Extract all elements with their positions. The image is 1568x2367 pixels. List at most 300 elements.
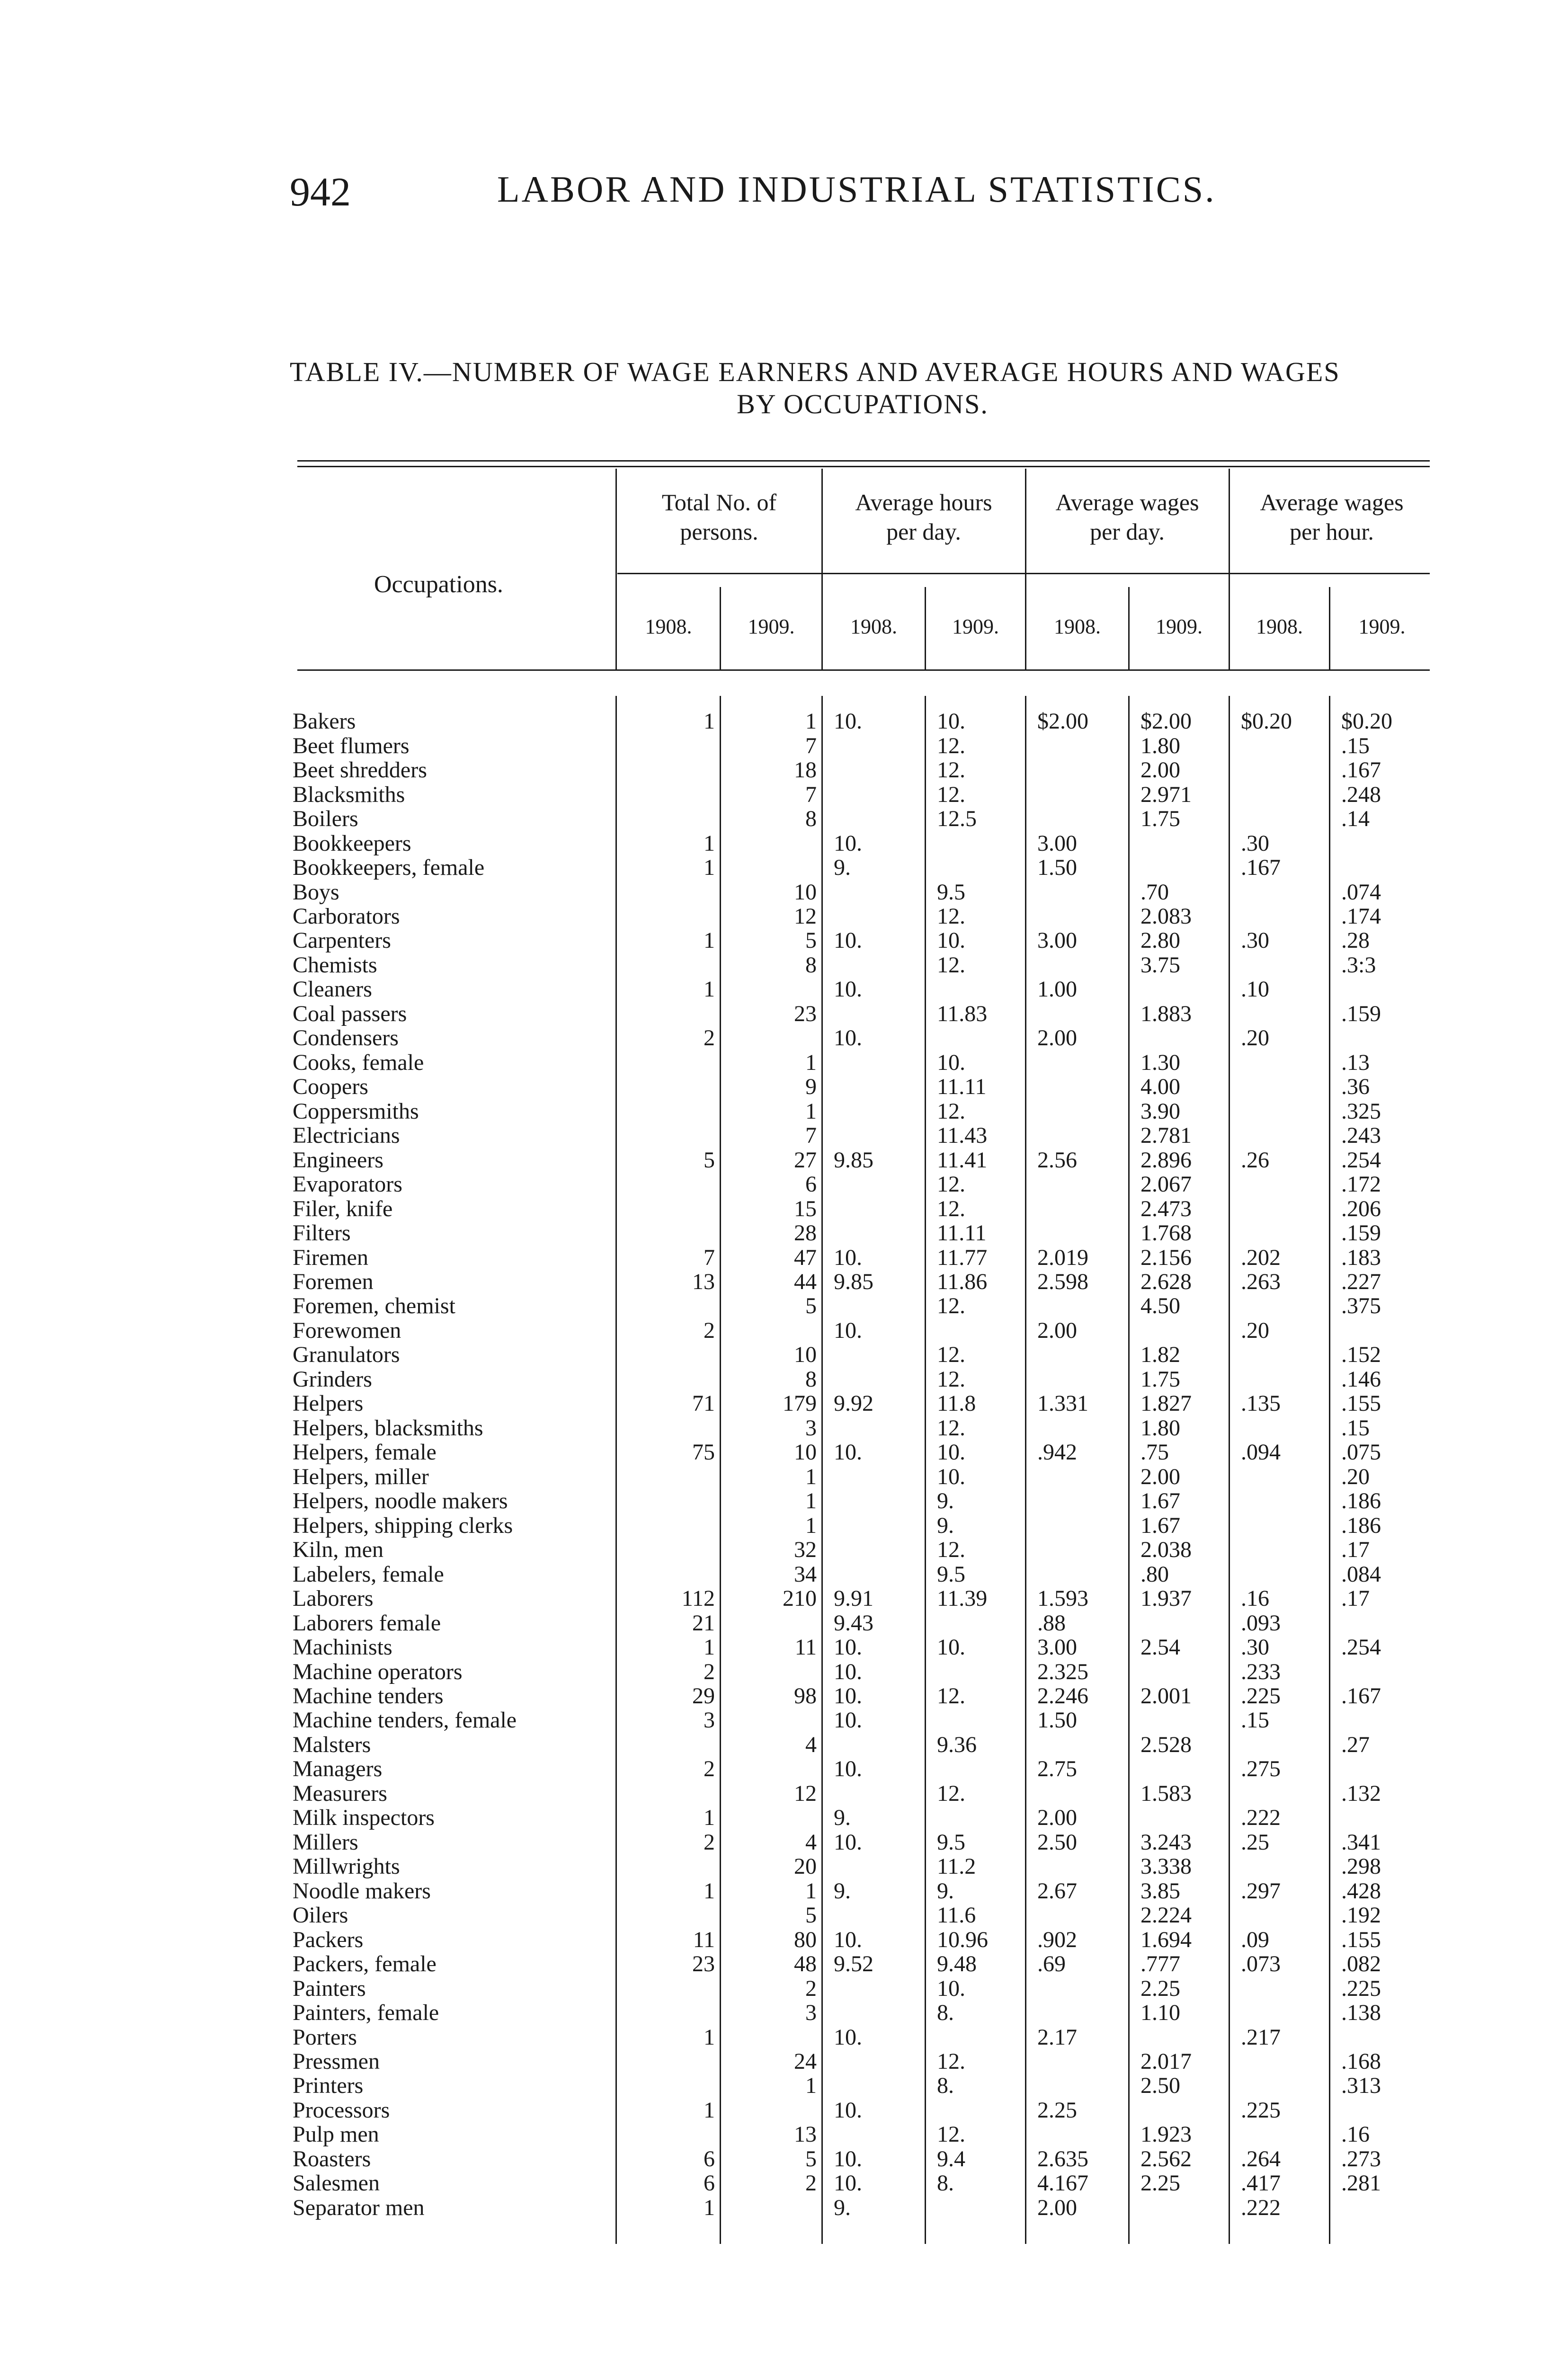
value-cell: 10.	[834, 928, 862, 953]
value-cell: 10	[794, 880, 817, 904]
table-row	[291, 733, 1440, 757]
value-cell: 8.	[937, 2073, 954, 2098]
value-cell: .69	[1037, 1951, 1066, 1976]
value-cell: .30	[1241, 928, 1269, 953]
group-header-line: per hour.	[1290, 518, 1374, 545]
value-cell	[1027, 807, 1130, 831]
value-cell: 1.75	[1140, 1367, 1180, 1392]
value-cell	[617, 880, 722, 904]
value-cell: 2.562	[1140, 2146, 1192, 2171]
value-cell	[1130, 2025, 1230, 2049]
value-cell: .186	[1341, 1489, 1381, 1513]
value-cell: 2.628	[1140, 1269, 1192, 1294]
value-cell: .254	[1341, 1148, 1381, 1172]
occupation-cell: Foremen	[293, 1269, 374, 1294]
value-cell: 47	[794, 1245, 817, 1270]
value-cell: .167	[1341, 1683, 1381, 1709]
value-cell	[823, 1854, 927, 1878]
group-header-line: Average wages	[1260, 489, 1404, 516]
value-cell: 12	[794, 904, 817, 929]
group-divider-rule	[617, 573, 1430, 574]
table-title-line-1: TABLE IV.—NUMBER OF WAGE EARNERS AND AVERAGE HOURS AND WAGES	[290, 356, 1340, 387]
wage-table-body	[291, 709, 1440, 2220]
value-cell: 10.	[834, 1440, 862, 1465]
value-cell: 9.48	[937, 1951, 977, 1976]
value-cell: .10	[1241, 977, 1269, 1002]
value-cell: 2.528	[1140, 1732, 1192, 1757]
value-cell: 7	[805, 782, 817, 807]
value-cell	[823, 1294, 927, 1318]
value-cell: 10.	[834, 1757, 862, 1781]
value-cell	[722, 855, 823, 880]
value-cell: .777	[1140, 1951, 1180, 1976]
value-cell	[1331, 1611, 1440, 1635]
value-cell	[617, 1172, 722, 1196]
value-cell: 1.827	[1140, 1391, 1192, 1416]
value-cell: 29	[692, 1683, 715, 1709]
table-row	[291, 1099, 1440, 1123]
value-cell	[1230, 1538, 1331, 1562]
value-cell: 10.	[834, 1635, 862, 1660]
value-cell	[1027, 1538, 1130, 1562]
value-cell	[1230, 1733, 1331, 1757]
value-cell	[1230, 1781, 1331, 1806]
value-cell: .159	[1341, 1001, 1381, 1026]
value-cell: 1	[704, 2195, 715, 2220]
value-cell: .297	[1241, 1878, 1281, 1903]
value-cell: 2.001	[1140, 1683, 1192, 1709]
value-cell: 11.77	[937, 1245, 988, 1270]
value-cell: .902	[1037, 1927, 1077, 1952]
value-cell: 1	[704, 709, 715, 734]
value-cell: 3	[805, 2000, 817, 2025]
value-cell	[1130, 2196, 1230, 2220]
value-cell: .172	[1341, 1172, 1381, 1197]
occupation-cell: Millwrights	[293, 1854, 400, 1879]
value-cell	[1027, 1002, 1130, 1026]
value-cell: .14	[1341, 806, 1370, 831]
value-cell: .138	[1341, 2000, 1381, 2025]
value-cell	[1230, 1465, 1331, 1489]
value-cell: 9.	[937, 1878, 954, 1903]
value-cell: $0.20	[1241, 709, 1292, 734]
occupations-header: Occupations.	[374, 571, 503, 598]
value-cell	[1230, 953, 1331, 977]
value-cell: 13	[692, 1269, 715, 1294]
value-cell: .135	[1241, 1391, 1281, 1416]
value-cell	[1027, 1513, 1130, 1537]
value-cell: 10.	[937, 1976, 965, 2001]
value-cell: 2.038	[1140, 1537, 1192, 1562]
value-cell	[927, 2196, 1027, 2220]
occupation-cell: Carborators	[293, 904, 400, 929]
value-cell: 48	[794, 1951, 817, 1976]
value-cell	[722, 2196, 823, 2220]
value-cell: 2.971	[1140, 782, 1192, 807]
table-row	[291, 2025, 1440, 2049]
group-header-line: persons.	[680, 518, 758, 545]
value-cell: .206	[1341, 1196, 1381, 1221]
value-cell: 1	[805, 1464, 817, 1489]
table-row	[291, 1391, 1440, 1415]
value-cell	[823, 2049, 927, 2073]
value-cell: .183	[1341, 1245, 1381, 1270]
table-row	[291, 1123, 1440, 1148]
value-cell	[1331, 831, 1440, 855]
value-cell	[927, 855, 1027, 880]
value-cell: 9.91	[834, 1586, 873, 1611]
value-cell: 10.	[834, 1927, 862, 1952]
value-cell: .942	[1037, 1440, 1077, 1465]
running-head: LABOR AND INDUSTRIAL STATISTICS.	[497, 169, 1216, 210]
value-cell: 3.00	[1037, 1635, 1077, 1660]
value-cell: 15	[794, 1196, 817, 1221]
value-cell	[1331, 2025, 1440, 2049]
value-cell: 4	[805, 1732, 817, 1757]
occupation-cell: Helpers, miller	[293, 1464, 429, 1489]
value-cell: 7	[805, 733, 817, 758]
value-cell: .275	[1241, 1757, 1281, 1781]
value-cell: 2.017	[1140, 2049, 1192, 2074]
table-row	[291, 2001, 1440, 2025]
value-cell	[617, 1733, 722, 1757]
value-cell: 6	[805, 1172, 817, 1197]
table-row	[291, 1659, 1440, 1683]
group-header-wages-day	[1026, 488, 1228, 546]
table-row	[291, 1757, 1440, 1781]
value-cell: 1.883	[1140, 1001, 1192, 1026]
value-cell	[1130, 1708, 1230, 1732]
value-cell: 11.8	[937, 1391, 976, 1416]
value-cell: 20	[794, 1854, 817, 1879]
value-cell: 12.	[937, 2122, 965, 2147]
value-cell	[1027, 1099, 1130, 1123]
occupation-cell: Printers	[293, 2073, 364, 2098]
value-cell: .233	[1241, 1659, 1281, 1684]
value-cell: 18	[794, 757, 817, 783]
occupation-cell: Pressmen	[293, 2049, 380, 2074]
value-cell: 11.86	[937, 1269, 988, 1294]
value-cell: 10.	[937, 1464, 965, 1489]
value-cell: 2.00	[1140, 1464, 1180, 1489]
value-cell: 8	[805, 806, 817, 831]
value-cell: .16	[1341, 2122, 1370, 2147]
value-cell: 4.00	[1140, 1075, 1180, 1099]
table-row	[291, 758, 1440, 782]
value-cell: 1	[704, 2025, 715, 2049]
value-cell	[1230, 1562, 1331, 1586]
value-cell	[617, 1489, 722, 1513]
value-cell	[617, 1903, 722, 1927]
value-cell: 11.43	[937, 1123, 988, 1148]
occupation-cell: Machine tenders	[293, 1683, 444, 1709]
occupation-cell: Evaporators	[293, 1172, 402, 1197]
value-cell: 1.50	[1037, 1708, 1077, 1733]
group-header-line: Average hours	[855, 489, 992, 516]
value-cell: .25	[1241, 1830, 1269, 1855]
value-cell: 1.694	[1140, 1927, 1192, 1952]
value-cell: 1	[704, 855, 715, 880]
value-cell	[722, 1611, 823, 1635]
value-cell	[617, 1221, 722, 1245]
table-row	[291, 1026, 1440, 1050]
value-cell: .132	[1341, 1781, 1381, 1806]
value-cell	[617, 1343, 722, 1367]
value-cell	[823, 1075, 927, 1099]
value-cell: .30	[1241, 1635, 1269, 1660]
value-cell: 2.156	[1140, 1245, 1192, 1270]
value-cell	[823, 1099, 927, 1123]
occupation-cell: Bookkeepers, female	[293, 855, 485, 880]
value-cell: 12.	[937, 733, 965, 758]
year-header: 1908.	[1054, 615, 1101, 638]
value-cell: 10	[794, 1440, 817, 1465]
value-cell	[617, 1367, 722, 1391]
table-row	[291, 709, 1440, 733]
value-cell: 75	[692, 1440, 715, 1465]
value-cell: .298	[1341, 1854, 1381, 1879]
value-cell	[823, 1196, 927, 1220]
value-cell	[617, 1513, 722, 1537]
value-cell: 21	[692, 1611, 715, 1635]
value-cell: .152	[1341, 1343, 1381, 1367]
table-row	[291, 1172, 1440, 1196]
value-cell	[823, 733, 927, 757]
value-cell: 2.896	[1140, 1148, 1192, 1172]
value-cell: 5	[805, 928, 817, 953]
table-row	[291, 1343, 1440, 1367]
value-cell: .16	[1241, 1586, 1269, 1611]
year-header: 1908.	[1256, 615, 1303, 638]
value-cell: 2	[704, 1318, 715, 1343]
value-cell	[722, 1318, 823, 1343]
value-cell: 3.338	[1140, 1854, 1192, 1879]
value-cell	[617, 1002, 722, 1026]
value-cell	[823, 1465, 927, 1489]
value-cell: .168	[1341, 2049, 1381, 2074]
value-cell	[1027, 1172, 1130, 1196]
value-cell: 9.4	[937, 2146, 965, 2171]
value-cell: .13	[1341, 1050, 1370, 1075]
value-cell	[1230, 1172, 1331, 1196]
occupation-cell: Labelers, female	[293, 1562, 444, 1586]
value-cell: 2.083	[1140, 904, 1192, 929]
value-cell: 12.	[937, 1099, 965, 1123]
value-cell: .222	[1241, 2195, 1281, 2220]
value-cell	[1130, 1757, 1230, 1781]
value-cell	[1230, 782, 1331, 806]
value-cell: .20	[1241, 1318, 1269, 1343]
occupation-cell: Blacksmiths	[293, 782, 405, 807]
group-header-wages-hour	[1230, 488, 1434, 546]
value-cell: .17	[1341, 1586, 1370, 1611]
value-cell	[1230, 1513, 1331, 1537]
value-cell	[1230, 1416, 1331, 1440]
value-cell	[1027, 1489, 1130, 1513]
table-row	[291, 904, 1440, 928]
table-title	[290, 356, 1435, 420]
value-cell: 11.39	[937, 1586, 988, 1611]
value-cell	[1230, 758, 1331, 782]
table-row	[291, 880, 1440, 904]
value-cell: 1	[704, 977, 715, 1002]
value-cell	[1027, 953, 1130, 977]
value-cell: 1	[704, 1878, 715, 1903]
value-cell: 2.50	[1037, 1830, 1077, 1855]
value-cell: 2.325	[1037, 1659, 1088, 1684]
value-cell: 1.768	[1140, 1220, 1192, 1246]
group-header-line: per day.	[886, 518, 961, 545]
occupation-cell: Granulators	[293, 1343, 400, 1367]
value-cell: 2.54	[1140, 1635, 1180, 1660]
value-cell: .227	[1341, 1269, 1381, 1294]
table-row	[291, 1684, 1440, 1708]
value-cell: 1.583	[1140, 1781, 1192, 1806]
value-cell	[927, 1708, 1027, 1732]
page-number: 942	[290, 169, 351, 214]
table-row	[291, 1465, 1440, 1489]
value-cell: .36	[1341, 1075, 1370, 1099]
value-cell: 1	[704, 2098, 715, 2123]
value-cell	[823, 1903, 927, 1927]
table-row	[291, 1927, 1440, 1951]
value-cell	[1027, 1854, 1130, 1878]
value-cell: .167	[1241, 855, 1281, 880]
value-cell: 210	[783, 1586, 817, 1611]
value-cell: 2	[704, 1757, 715, 1781]
table-row	[291, 1367, 1440, 1391]
value-cell	[1027, 1123, 1130, 1148]
value-cell: 112	[681, 1586, 715, 1611]
occupation-cell: Noodle makers	[293, 1878, 431, 1903]
value-cell: 2.00	[1037, 1806, 1077, 1830]
value-cell: .225	[1241, 2098, 1281, 2123]
year-header: 1909.	[748, 615, 795, 638]
value-cell: 44	[794, 1269, 817, 1294]
value-cell: .084	[1341, 1562, 1381, 1586]
value-cell: 4.167	[1037, 2171, 1088, 2196]
value-cell: .225	[1341, 1976, 1381, 2001]
value-cell: 10.	[937, 1635, 965, 1660]
value-cell: 9	[805, 1075, 817, 1099]
table-row	[291, 1806, 1440, 1830]
value-cell: $2.00	[1037, 709, 1088, 734]
occupation-cell: Coopers	[293, 1075, 368, 1099]
table-row	[291, 782, 1440, 806]
table-row	[291, 2147, 1440, 2171]
value-cell	[823, 2122, 927, 2146]
value-cell	[1230, 1903, 1331, 1927]
occupation-cell: Oilers	[293, 1903, 348, 1928]
value-cell: 1	[805, 2073, 817, 2098]
value-cell: 2.00	[1037, 1318, 1077, 1343]
value-cell: .159	[1341, 1220, 1381, 1246]
occupation-cell: Helpers, noodle makers	[293, 1489, 508, 1513]
table-row	[291, 1708, 1440, 1732]
value-cell	[1230, 1099, 1331, 1123]
value-cell	[617, 733, 722, 757]
value-cell: 1	[805, 1513, 817, 1538]
value-cell	[823, 2073, 927, 2098]
value-cell: 2	[704, 1830, 715, 1855]
value-cell	[1130, 1026, 1230, 1050]
value-cell	[722, 1757, 823, 1781]
value-cell: 12.	[937, 952, 965, 978]
value-cell	[722, 1806, 823, 1830]
table-row	[291, 1854, 1440, 1878]
value-cell	[1027, 1562, 1130, 1586]
value-cell: 3.85	[1140, 1878, 1180, 1903]
value-cell: 1.923	[1140, 2122, 1192, 2147]
occupation-cell: Laborers	[293, 1586, 374, 1611]
value-cell	[617, 904, 722, 928]
value-cell: 1.67	[1140, 1513, 1180, 1538]
value-cell	[1027, 2122, 1130, 2146]
occupation-cell: Condensers	[293, 1026, 399, 1050]
value-cell: 1	[704, 1635, 715, 1660]
occupation-cell: Pulp men	[293, 2122, 379, 2147]
value-cell: 9.43	[834, 1611, 873, 1635]
value-cell: .217	[1241, 2025, 1281, 2049]
value-cell: 7	[704, 1245, 715, 1270]
value-cell	[1331, 1806, 1440, 1830]
value-cell: 9.5	[937, 880, 965, 904]
value-cell: 10.	[834, 2171, 862, 2196]
value-cell	[617, 2073, 722, 2098]
value-cell: 2.598	[1037, 1269, 1088, 1294]
table-row	[291, 1830, 1440, 1854]
occupation-cell: Milk inspectors	[293, 1806, 435, 1830]
value-cell	[1027, 1050, 1130, 1075]
value-cell	[927, 1318, 1027, 1343]
value-cell	[1331, 1757, 1440, 1781]
value-cell: 11.41	[937, 1148, 988, 1172]
value-cell: 1.593	[1037, 1586, 1088, 1611]
value-cell	[1230, 1002, 1331, 1026]
value-cell	[927, 2025, 1027, 2049]
value-cell	[1130, 1806, 1230, 1830]
occupation-cell: Painters	[293, 1976, 366, 2001]
table-row	[291, 1416, 1440, 1440]
value-cell	[1331, 2098, 1440, 2122]
occupation-cell: Bakers	[293, 709, 356, 734]
value-cell: 6	[704, 2146, 715, 2171]
value-cell: 5	[704, 1148, 715, 1172]
value-cell: 10.	[834, 831, 862, 855]
occupation-cell: Foremen, chemist	[293, 1294, 455, 1318]
year-header: 1909.	[952, 615, 999, 638]
value-cell: .15	[1341, 733, 1370, 758]
table-row	[291, 2122, 1440, 2146]
value-cell: 8	[805, 1367, 817, 1392]
value-cell: 23	[692, 1951, 715, 1976]
occupation-cell: Salesmen	[293, 2171, 380, 2196]
value-cell	[823, 1343, 927, 1367]
value-cell: 3	[805, 1415, 817, 1441]
value-cell: 5	[805, 1294, 817, 1318]
table-title-line-2: BY OCCUPATIONS.	[737, 389, 989, 419]
value-cell: 12.	[937, 1781, 965, 1806]
value-cell: 10.	[937, 928, 965, 953]
value-cell: .281	[1341, 2171, 1381, 2196]
value-cell: 1	[704, 1806, 715, 1830]
value-cell	[617, 2122, 722, 2146]
value-cell	[1230, 1294, 1331, 1318]
value-cell: .167	[1341, 757, 1381, 783]
value-cell: 10.	[834, 1245, 862, 1270]
value-cell: 8.	[937, 2171, 954, 2196]
table-row	[291, 1586, 1440, 1611]
